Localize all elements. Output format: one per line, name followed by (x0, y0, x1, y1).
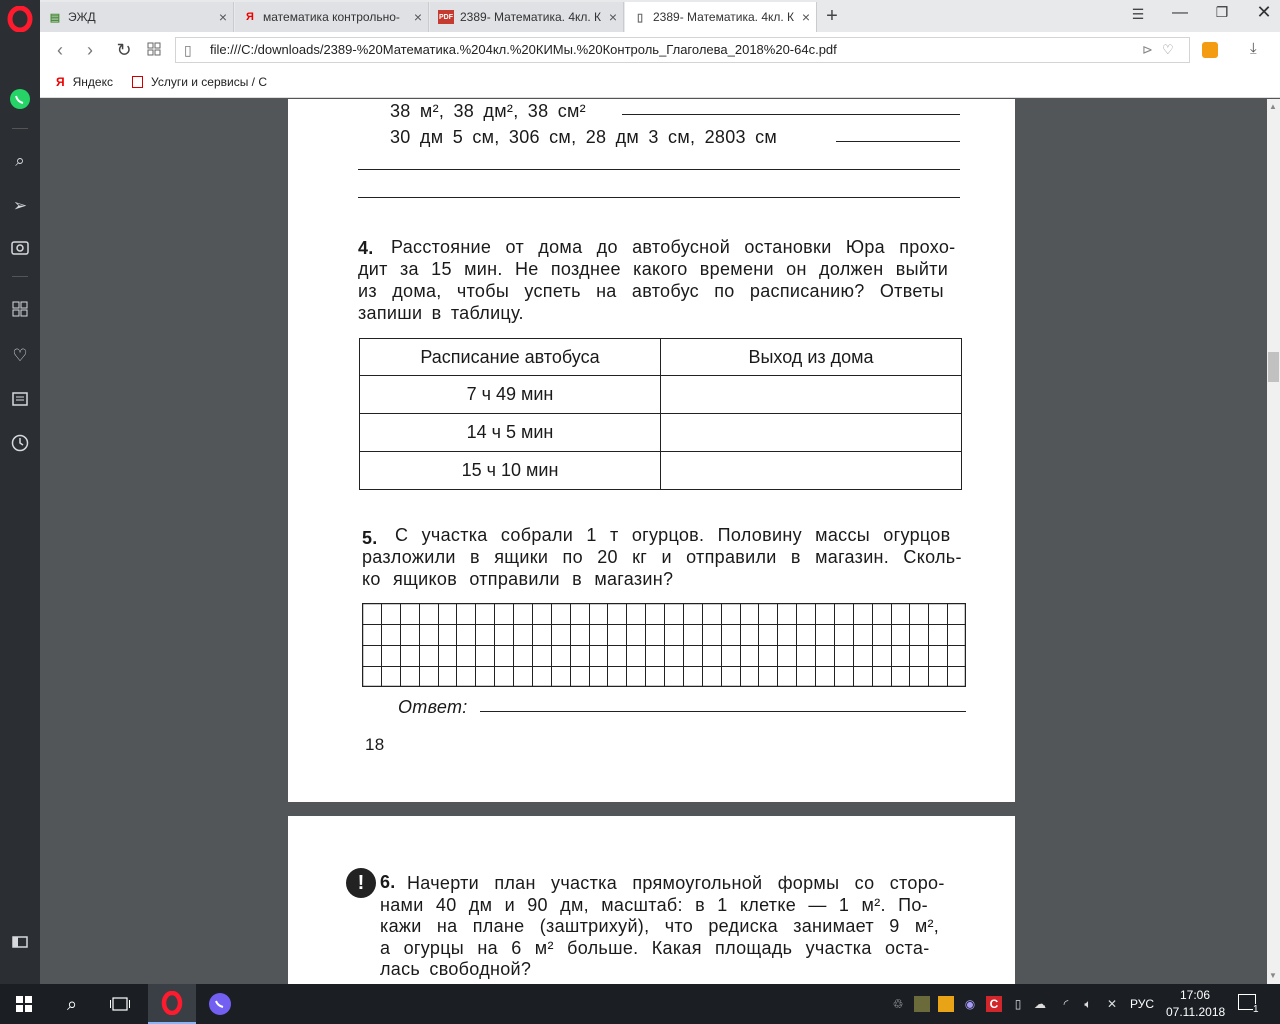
close-tab-icon[interactable]: × (413, 9, 423, 25)
pdf-page-18 (288, 99, 1015, 802)
viber-icon[interactable] (196, 984, 244, 1024)
tray-app-icon[interactable]: C (986, 996, 1002, 1012)
leave-time-cell (661, 376, 962, 414)
close-tab-icon[interactable]: × (608, 9, 618, 25)
tab-bar (40, 0, 1280, 32)
tabs-grid-button[interactable] (142, 38, 166, 62)
grid-paper (362, 603, 966, 687)
task-4-line: дит за 15 мин. Не позднее какого времени он должен выйти (358, 259, 949, 279)
answer-line (836, 141, 960, 142)
answer-line (358, 197, 960, 198)
antivirus-icon[interactable]: ✕ (1106, 997, 1118, 1011)
forward-button[interactable]: › (87, 40, 93, 60)
bookmark-icon (132, 76, 143, 88)
send-page-icon[interactable]: ⊳ (1142, 42, 1153, 57)
close-window-button[interactable]: ✕ (1256, 2, 1272, 22)
leave-time-cell (661, 414, 962, 452)
scroll-up-arrow[interactable]: ▲ (1269, 102, 1277, 111)
tab-ejd[interactable]: ▤ ЭЖД × (40, 2, 234, 32)
whatsapp-icon[interactable] (8, 88, 32, 112)
tab-yandex-search[interactable]: Я математика контрольно- × (235, 2, 429, 32)
minimize-button[interactable]: — (1172, 4, 1188, 21)
table-row (360, 376, 962, 414)
table-row (360, 414, 962, 452)
notification-count-badge: 1 (1253, 1004, 1259, 1015)
document-icon: ▤ (49, 11, 61, 24)
units-line-2: 30 дм 5 см, 306 см, 28 дм 3 см, 2803 см (390, 127, 778, 147)
bus-schedule-table (359, 338, 962, 490)
speed-dial-icon[interactable] (8, 300, 32, 324)
table-header: Выход из дома (661, 339, 962, 376)
scroll-thumb[interactable] (1268, 352, 1279, 382)
opera-menu-icon[interactable] (7, 6, 31, 30)
close-tab-icon[interactable]: × (218, 9, 228, 25)
answer-line (622, 114, 960, 115)
bookmarks-bar (40, 68, 1280, 98)
onedrive-icon[interactable]: ☁ (1034, 997, 1046, 1011)
heart-icon[interactable]: ♡ (12, 346, 28, 365)
clock-date[interactable]: 07.11.2018 (1166, 1005, 1226, 1019)
opera-sidebar (0, 0, 40, 984)
task-4-line: из дома, чтобы успеть на автобус по расписанию? Ответы (358, 281, 944, 301)
tray-app-icon[interactable]: ♲ (892, 997, 904, 1011)
clock-time[interactable]: 17:06 (1180, 988, 1211, 1002)
answer-label: Ответ: (398, 697, 468, 717)
task-5-number: 5. (362, 528, 378, 548)
task-6-line: нами 40 дм и 90 дм, масштаб: в 1 клетке — 1 м². По- (380, 895, 928, 915)
units-line-1: 38 м², 38 дм², 38 см² (390, 101, 586, 121)
task-4-line: запиши в таблицу. (358, 303, 524, 323)
volume-icon[interactable]: 🔈︎ (1084, 997, 1092, 1011)
task-5-line: разложили в ящики по 20 кг и отправили в магазин. Сколь- (362, 547, 962, 567)
tab-pdf-1[interactable]: PDF 2389- Математика. 4кл. К × (430, 2, 624, 32)
important-icon: ! (346, 868, 376, 898)
task-5-line: С участка собрали 1 т огурцов. Половину массы огурцов (395, 525, 951, 545)
close-tab-icon[interactable]: × (801, 9, 811, 25)
task-4-line: Расстояние от дома до автобусной остановки Юра прохо- (391, 237, 956, 257)
table-header: Расписание автобуса (360, 339, 661, 376)
address-bar[interactable] (175, 37, 1190, 63)
vpn-badge-icon[interactable] (1202, 42, 1218, 58)
sidebar-toggle-icon[interactable] (8, 931, 32, 955)
tray-app-icon[interactable] (914, 996, 930, 1012)
navigation-bar (40, 32, 1280, 68)
pdf-viewer[interactable] (40, 99, 1267, 984)
language-indicator[interactable]: РУС (1130, 997, 1155, 1011)
bus-time-cell: 15 ч 10 мин (360, 452, 661, 490)
bookmark-heart-icon[interactable]: ♡ (1162, 42, 1174, 57)
maximize-button[interactable]: ❐ (1215, 4, 1229, 20)
scroll-down-arrow[interactable]: ▼ (1269, 971, 1277, 980)
start-button[interactable] (0, 984, 48, 1024)
news-icon[interactable] (8, 389, 32, 413)
task-6-line: Начерти план участка прямоугольной формы со сторо- (407, 873, 945, 893)
download-icon[interactable]: ⤓ (1250, 40, 1257, 57)
pdf-icon: PDF (438, 10, 454, 24)
vertical-scrollbar[interactable] (1267, 99, 1280, 984)
task-6-line: лась свободной? (380, 959, 532, 979)
opera-taskbar-icon[interactable] (148, 984, 196, 1024)
bookmark-services[interactable]: Услуги и сервисы / С (132, 75, 267, 89)
history-icon[interactable] (8, 434, 32, 458)
bookmark-yandex[interactable]: Я Яндекс (56, 75, 113, 89)
task-view-icon[interactable] (96, 984, 144, 1024)
answer-line (358, 169, 960, 170)
tray-app-icon[interactable] (938, 996, 954, 1012)
yandex-icon: Я (246, 11, 254, 23)
task-4-number: 4. (358, 238, 374, 258)
search-icon[interactable]: ⌕ (66, 993, 78, 1014)
answer-line (480, 711, 966, 712)
bus-time-cell: 14 ч 5 мин (360, 414, 661, 452)
camera-icon[interactable] (8, 238, 32, 262)
task-6-line: кажи на плане (заштрихуй), что редиска занимает 9 м², (380, 916, 940, 936)
table-row (360, 452, 962, 490)
yandex-icon: Я (56, 75, 65, 89)
windows-taskbar (0, 984, 1280, 1024)
tab-pdf-2-active[interactable]: ▯ 2389- Математика. 4кл. К × (625, 2, 817, 32)
page-number: 18 (365, 735, 385, 754)
bus-time-cell: 7 ч 49 мин (360, 376, 661, 414)
network-icon[interactable]: ◜ (1063, 997, 1069, 1011)
battery-icon[interactable]: ▯ (1014, 997, 1022, 1011)
file-icon: ▯ (184, 42, 192, 58)
task-6-line: а огурцы на 6 м² больше. Какая площадь участка оста- (380, 938, 930, 958)
reload-button[interactable]: ↻ (116, 40, 132, 60)
address-text: file:///C:/downloads/2389-%20Математика.%204кл.%20КИМы.%20Контроль_Глаголева_2018%20-64c.pdf (210, 42, 837, 57)
search-icon[interactable]: ⌕ (15, 151, 25, 170)
document-icon: ▯ (636, 11, 644, 24)
leave-time-cell (661, 452, 962, 490)
task-5-line: ко ящиков отправили в магазин? (362, 569, 674, 589)
viber-tray-icon[interactable]: ◉ (964, 997, 976, 1011)
tab-menu-icon[interactable]: ☰ (1131, 6, 1145, 22)
task-6-number: 6. (380, 872, 396, 892)
back-button[interactable]: ‹ (57, 40, 63, 60)
pdf-page-19 (288, 816, 1015, 984)
new-tab-button[interactable]: + (826, 5, 838, 27)
send-icon[interactable]: ➢ (12, 196, 28, 215)
